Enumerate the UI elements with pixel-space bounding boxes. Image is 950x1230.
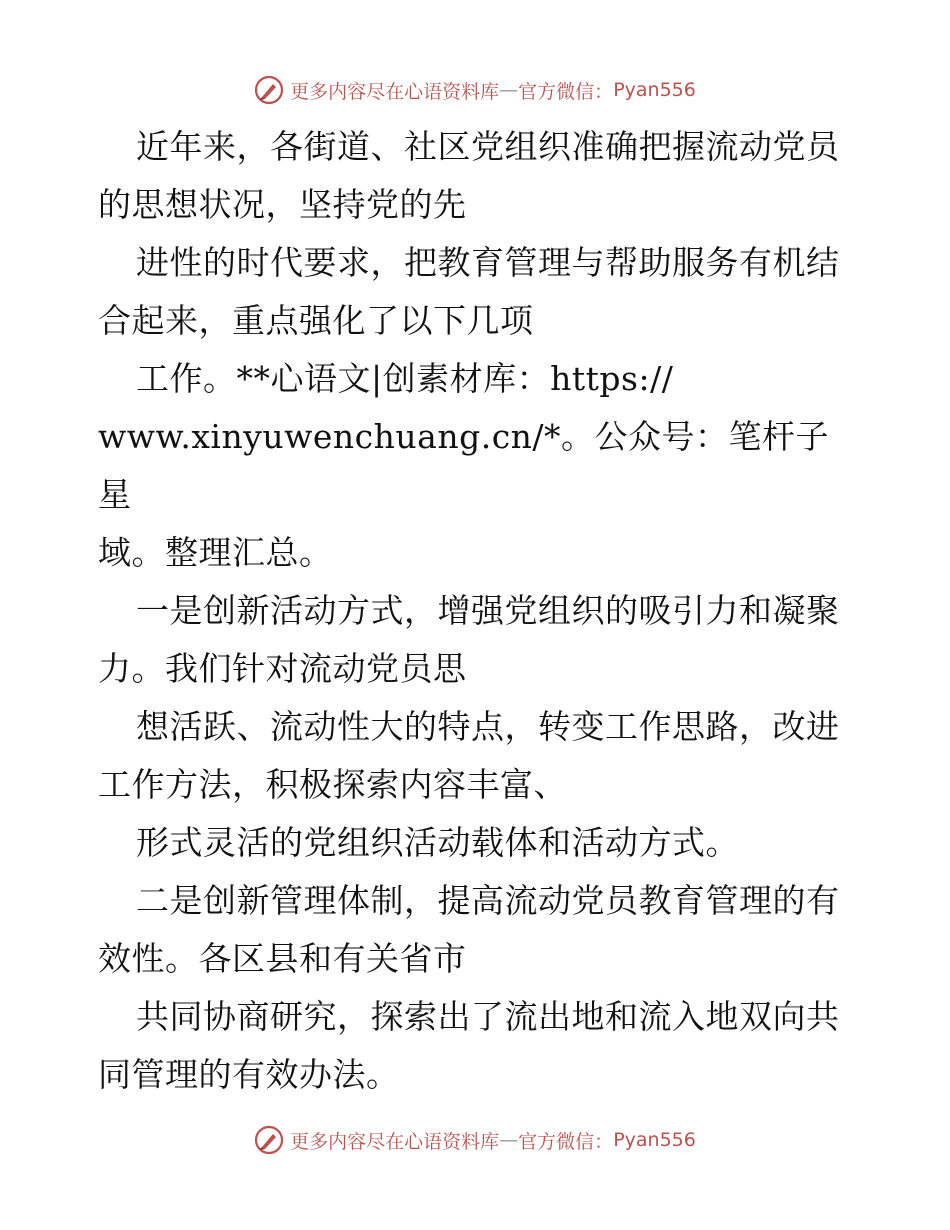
paragraph-1: 近年来，各街道、社区党组织准确把握流动党员的思想状况，坚持党的先 bbox=[98, 127, 840, 224]
banner-wechat-label: 官方微信： bbox=[518, 80, 614, 103]
banner-wechat-id: Pyan556 bbox=[613, 1129, 696, 1151]
paragraph-10: 共同协商研究，探索出了流出地和流入地双向共同管理的有效办法。 bbox=[98, 997, 840, 1094]
banner-wechat-id: Pyan556 bbox=[613, 79, 696, 101]
banner-text: 更多内容尽在心语资料库 bbox=[290, 80, 500, 103]
pen-nib-logo-icon bbox=[254, 1125, 284, 1155]
document-body bbox=[98, 118, 858, 1104]
header-banner bbox=[0, 70, 950, 110]
paragraph-8: 形式灵活的党组织活动载体和活动方式。 bbox=[136, 823, 739, 862]
pen-nib-logo-icon bbox=[254, 75, 284, 105]
paragraph-4: www.xinyuwenchuang.cn/*。公众号：笔杆子星 bbox=[98, 417, 830, 514]
banner-wechat-label: 官方微信： bbox=[518, 1130, 614, 1153]
banner-separator: — bbox=[499, 79, 519, 101]
banner-separator: — bbox=[499, 1129, 519, 1151]
footer-banner bbox=[0, 1120, 950, 1160]
paragraph-6: 一是创新活动方式，增强党组织的吸引力和凝聚力。我们针对流动党员思 bbox=[98, 591, 840, 688]
paragraph-3: 工作。**心语文|创素材库：https:// bbox=[136, 359, 674, 398]
paragraph-9: 二是创新管理体制，提高流动党员教育管理的有效性。各区县和有关省市 bbox=[98, 881, 840, 978]
paragraph-2: 进性的时代要求，把教育管理与帮助服务有机结合起来，重点强化了以下几项 bbox=[98, 243, 840, 340]
banner-text: 更多内容尽在心语资料库 bbox=[290, 1130, 500, 1153]
paragraph-5: 域。整理汇总。 bbox=[98, 533, 333, 572]
paragraph-7: 想活跃、流动性大的特点，转变工作思路，改进工作方法，积极探索内容丰富、 bbox=[98, 707, 840, 804]
